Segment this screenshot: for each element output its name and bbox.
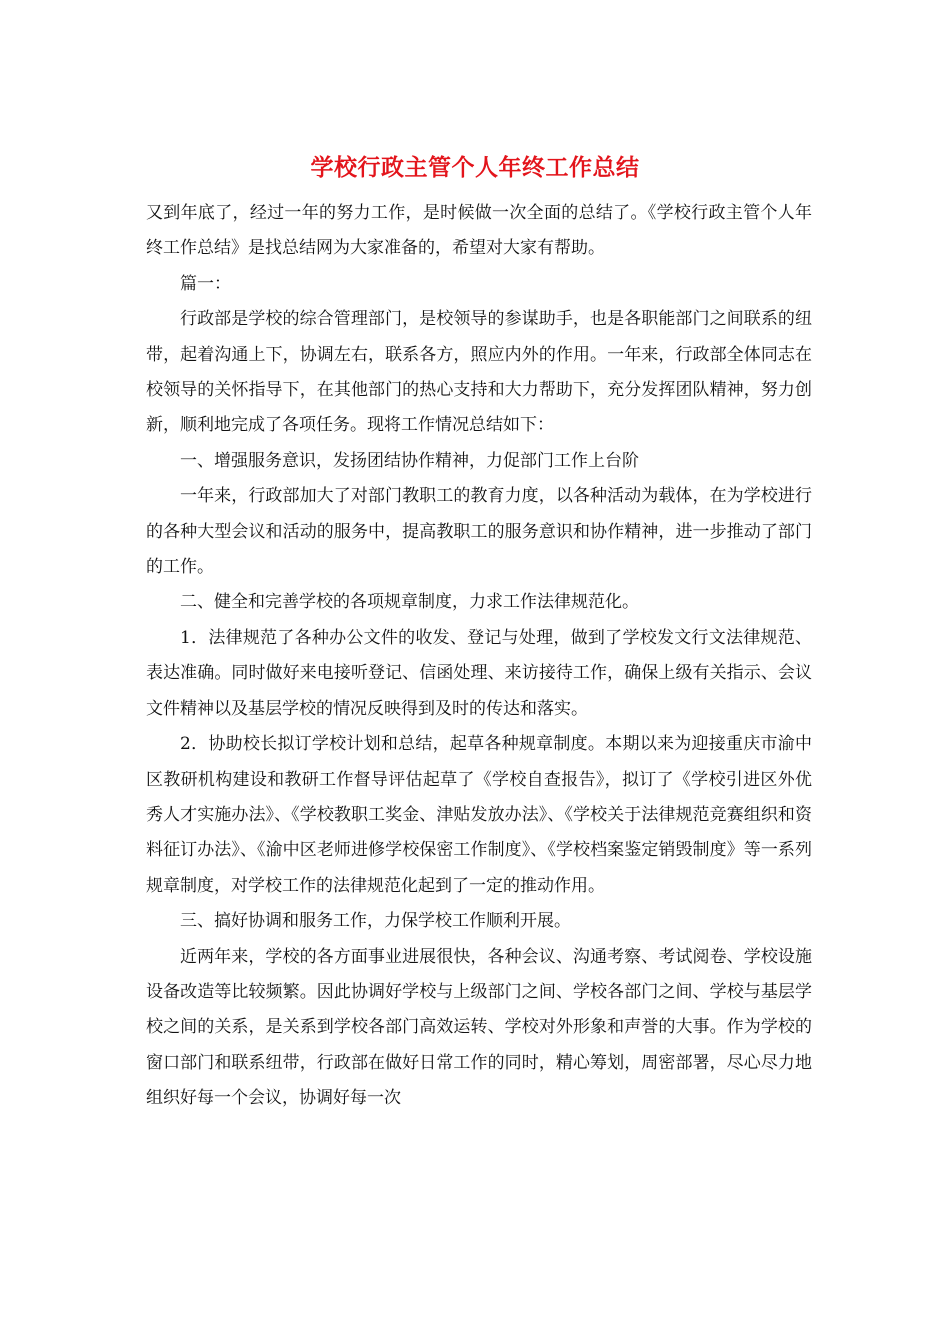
section-heading: 三、搞好协调和服务工作，力保学校工作顺利开展。 — [180, 911, 571, 932]
document-body — [146, 196, 812, 1117]
list-item: 2．协助校长拟订学校计划和总结，起草各种规章制度。本期以来为迎接重庆市渝中区教研机构建设和教研工作督导评估起草了《学校自查报告》，拟订了《学校引进区外优秀人才实施办法》、《学校教职工奖金、津贴发放办法》、《学校关于法律规范竞赛组织和资料征订办法》、《渝中区老师进修学校保密工作制度》、《学校档案鉴定销毁制度》等一系列规章制度，对学校工作的法律规范化起到了一定的推动作用。 — [146, 734, 812, 896]
body-paragraph: 一年来，行政部加大了对部门教职工的教育力度，以各种活动为载体，在为学校进行的各种大型会议和活动的服务中，提高教职工的服务意识和协作精神，进一步推动了部门的工作。 — [146, 486, 812, 578]
body-paragraph: 近两年来，学校的各方面事业进展很快，各种会议、沟通考察、考试阅卷、学校设施设备改造等比较频繁。因此协调好学校与上级部门之间、学校各部门之间、学校与基层学校之间的关系，是关系到学校各部门高效运转、学校对外形象和声誉的大事。作为学校的窗口部门和联系纽带，行政部在做好日常工作的同时，精心筹划，周密部署，尽心尽力地组织好每一个会议，协调好每一次 — [146, 946, 812, 1109]
section-label: 篇一： — [180, 273, 231, 294]
intro-paragraph: 又到年底了，经过一年的努力工作，是时候做一次全面的总结了。《学校行政主管个人年终工作总结》是找总结网为大家准备的，希望对大家有帮助。 — [146, 203, 812, 259]
list-item: 1．法律规范了各种办公文件的收发、登记与处理，做到了学校发文行文法律规范、表达准确。同时做好来电接听登记、信函处理、来访接待工作，确保上级有关指示、会议文件精神以及基层学校的情况反映得到及时的传达和落实。 — [146, 627, 812, 719]
section-heading: 二、健全和完善学校的各项规章制度，力求工作法律规范化。 — [180, 592, 639, 613]
body-paragraph: 行政部是学校的综合管理部门，是校领导的参谋助手，也是各职能部门之间联系的纽带，起着沟通上下，协调左右，联系各方，照应内外的作用。一年来，行政部全体同志在校领导的关怀指导下，在其他部门的热心支持和大力帮助下，充分发挥团队精神，努力创新，顺利地完成了各项任务。现将工作情况总结如下： — [146, 309, 812, 436]
document-title: 学校行政主管个人年终工作总结 — [310, 154, 640, 181]
section-heading: 一、增强服务意识，发扬团结协作精神，力促部门工作上台阶 — [180, 450, 639, 471]
